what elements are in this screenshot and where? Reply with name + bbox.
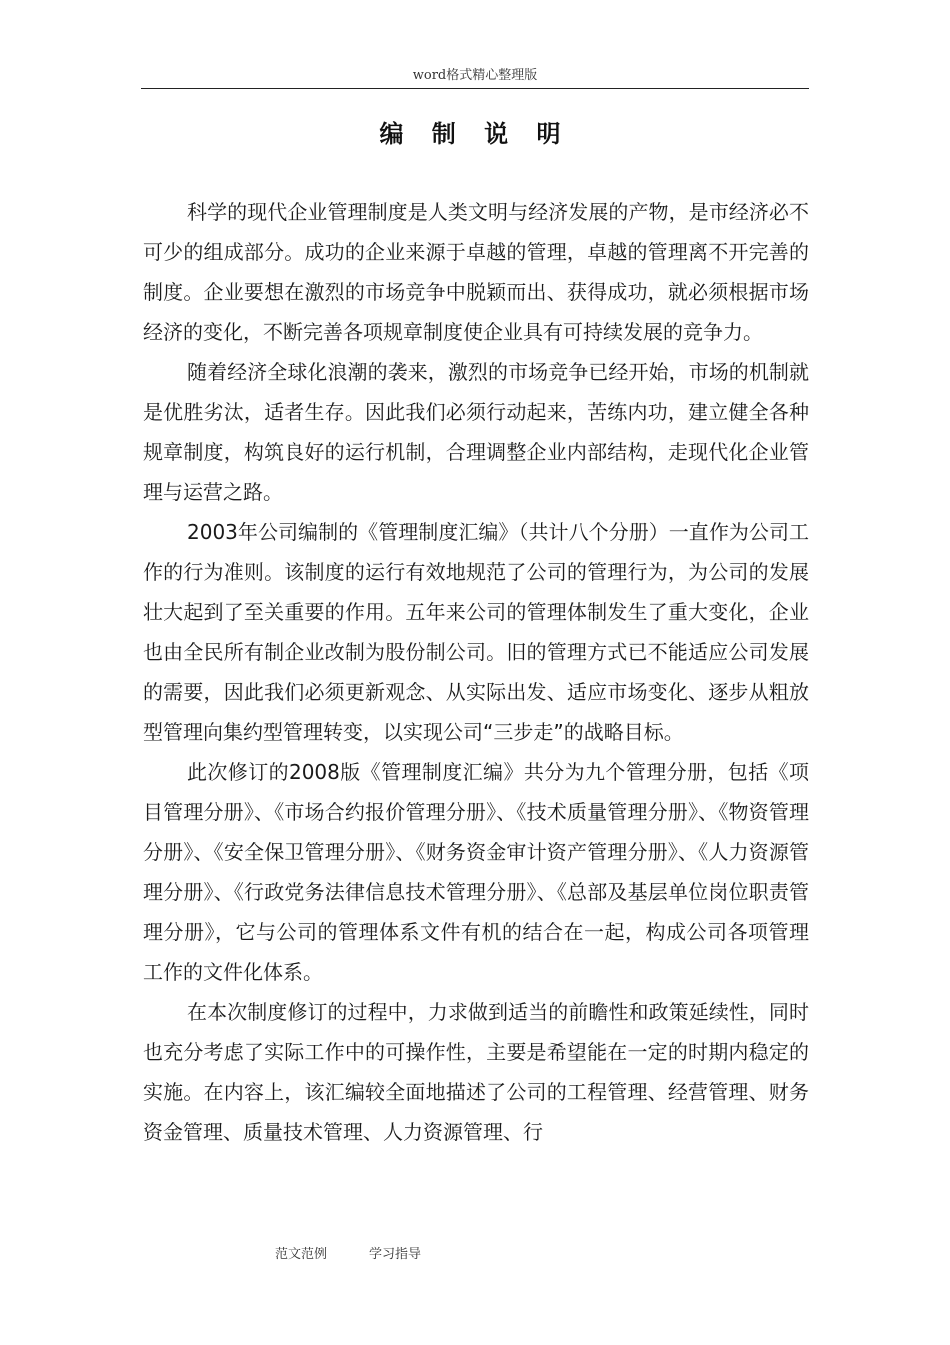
document-title: 编 制 说 明	[379, 120, 571, 148]
document-body	[143, 192, 809, 1152]
footer-left-text: 范文范例	[275, 1247, 328, 1262]
page-header: word格式精心整理版	[412, 68, 538, 83]
page-footer	[275, 1244, 421, 1266]
paragraph-3: 2003年公司编制的《管理制度汇编》（共计八个分册）一直作为公司工作的行为准则。该制度的运行有效地规范了公司的管理行为，为公司的发展壮大起到了至关重要的作用。五年来公司的管理体制发生了重大变化，企业也由全民所有制企业改制为股份制公司。旧的管理方式已不能适应公司发展的需要，因此我们必须更新观念、从实际出发、适应市场变化、逐步从粗放型管理向集约型管理转变，以实现公司“三步走”的战略目标。	[143, 520, 809, 744]
header-divider	[141, 88, 809, 89]
paragraph-4: 此次修订的2008版《管理制度汇编》共分为九个管理分册，包括《项目管理分册》、《市场合约报价管理分册》、《技术质量管理分册》、《物资管理分册》、《安全保卫管理分册》、《财务资金审计资产管理分册》、《人力资源管理分册》、《行政党务法律信息技术管理分册》、《总部及基层单位岗位职责管理分册》，它与公司的管理体系文件有机的结合在一起，构成公司各项管理工作的文件化体系。	[143, 760, 809, 984]
footer-right-text: 学习指导	[369, 1247, 422, 1262]
paragraph-1: 科学的现代企业管理制度是人类文明与经济发展的产物，是市经济必不可少的组成部分。成功的企业来源于卓越的管理，卓越的管理离不开完善的制度。企业要想在激烈的市场竞争中脱颖而出、获得成功，就必须根据市场经济的变化，不断完善各项规章制度使企业具有可持续发展的竞争力。	[143, 200, 809, 344]
paragraph-2: 随着经济全球化浪潮的袭来，激烈的市场竞争已经开始，市场的机制就是优胜劣汰，适者生存。因此我们必须行动起来，苦练内功，建立健全各种规章制度，构筑良好的运行机制，合理调整企业内部结构，走现代化企业管理与运营之路。	[143, 360, 809, 504]
paragraph-5: 在本次制度修订的过程中，力求做到适当的前瞻性和政策延续性，同时也充分考虑了实际工作中的可操作性，主要是希望能在一定的时期内稳定的实施。在内容上，该汇编较全面地描述了公司的工程管理、经营管理、财务资金管理、质量技术管理、人力资源管理、行	[143, 1000, 809, 1144]
